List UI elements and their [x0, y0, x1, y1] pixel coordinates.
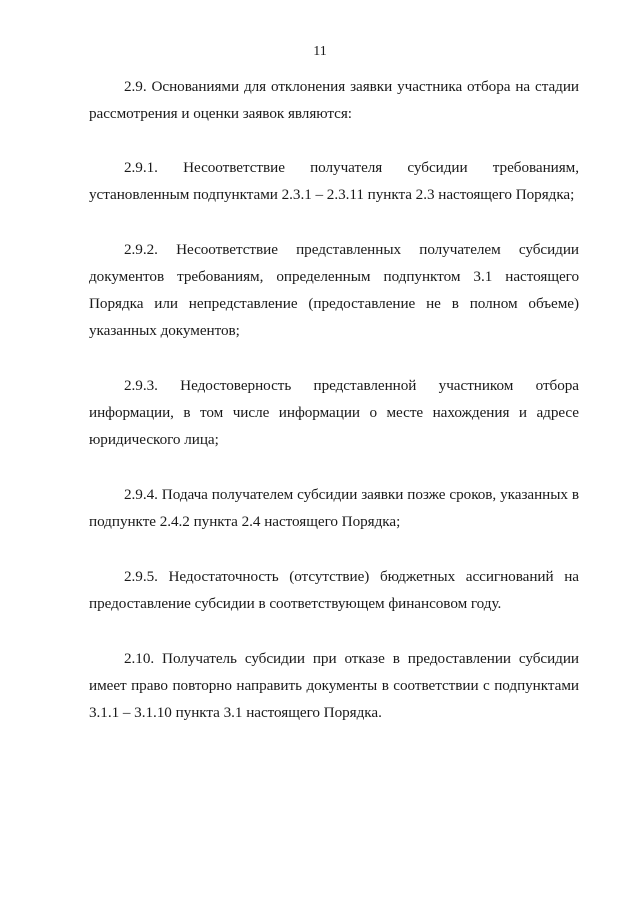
document-body [89, 73, 579, 754]
paragraph-2-9-3: 2.9.3. Недостоверность представленной участником отбора информации, в том числе информации о месте нахождения и адресе юридического лица; [89, 377, 579, 448]
paragraph-2-9-5: 2.9.5. Недостаточность (отсутствие) бюджетных ассигнований на предоставление субсидии в соответствующем финансовом году. [89, 568, 579, 612]
paragraph-2-9: 2.9. Основаниями для отклонения заявки участника отбора на стадии рассмотрения и оценки заявок являются: [89, 78, 579, 122]
paragraph-2-10: 2.10. Получатель субсидии при отказе в предоставлении субсидии имеет право повторно направить документы в соответствии с подпунктами 3.1.1 – 3.1.10 пункта 3.1 настоящего Порядка. [89, 650, 579, 721]
paragraph-2-9-1: 2.9.1. Несоответствие получателя субсидии требованиям, установленным подпунктами 2.3.1 – 2.3.11 пункта 2.3 настоящего Порядка; [89, 159, 579, 203]
paragraph-2-9-4: 2.9.4. Подача получателем субсидии заявки позже сроков, указанных в подпункте 2.4.2 пункта 2.4 настоящего Порядка; [89, 486, 579, 530]
paragraph-2-9-2: 2.9.2. Несоответствие представленных получателем субсидии документов требованиям, определенным подпунктом 3.1 настоящего Порядка или непредставление (предоставление не в полном объеме) указанных документов; [89, 241, 579, 339]
page-number: 11 [313, 44, 327, 59]
